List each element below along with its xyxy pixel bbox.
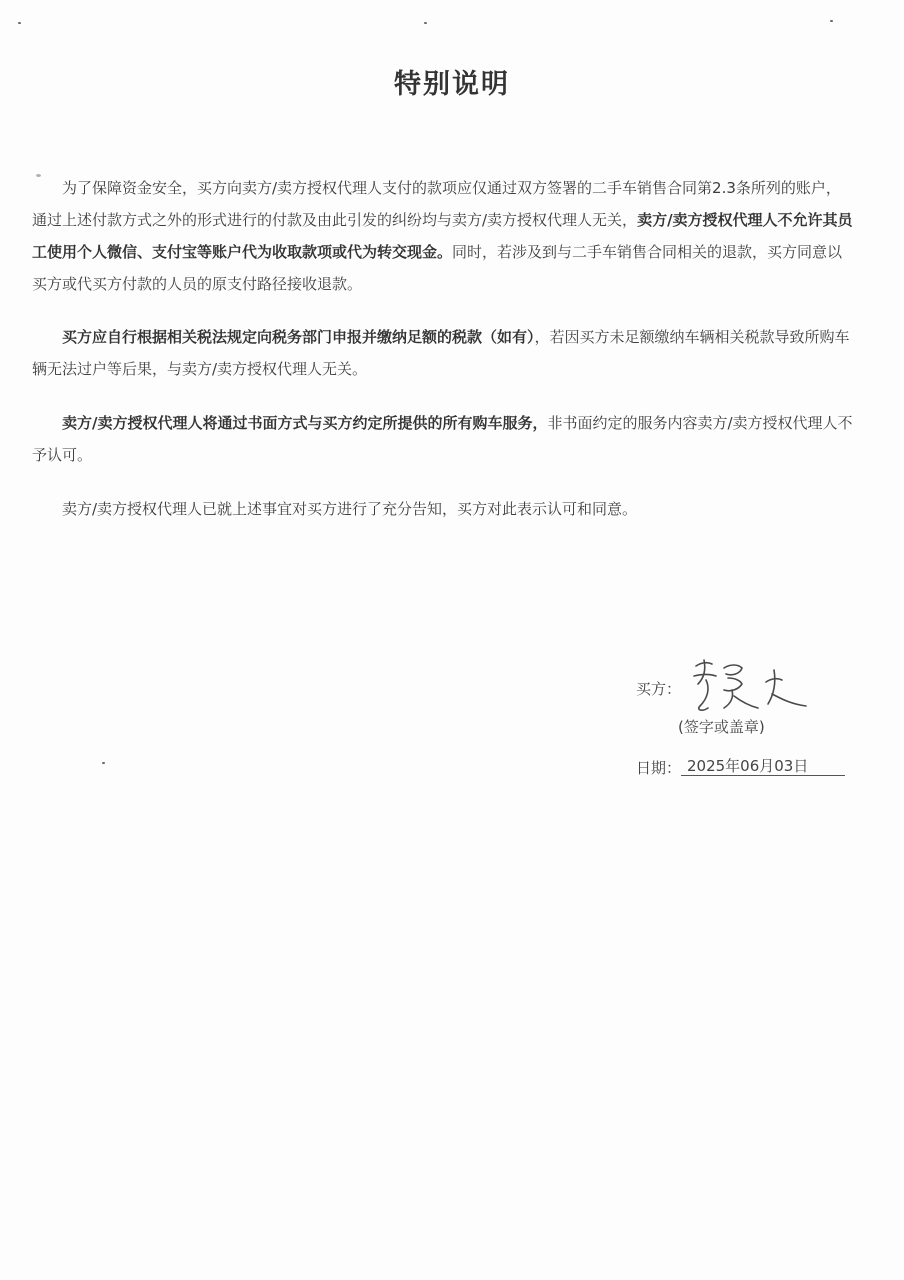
handwritten-signature	[684, 652, 814, 722]
paragraph-bold-text: 买方应自行根据相关税法规定向税务部门申报并缴纳足额的税款（如有）	[62, 328, 535, 346]
paragraph-bold-text: 卖方/卖方授权代理人将通过书面方式与买方约定所提供的所有购车服务，	[62, 414, 548, 432]
scan-speck	[424, 22, 427, 24]
paragraph-text: ，若因买方未足额缴纳车辆相关税款导致所购车辆无法过户等后果，与卖方/卖方授权代理人无关。	[32, 328, 850, 378]
scan-speck	[830, 20, 833, 22]
paragraph-bold-text: 卖方/卖方授权代理人不允许其员工使用个人微信、支付宝等账户代为收取款项或代为转交现金。	[32, 211, 853, 261]
date-label: 日期：	[636, 759, 682, 777]
paragraph-acknowledgement	[32, 493, 854, 525]
paragraph-services	[32, 407, 854, 471]
scan-speck	[18, 22, 21, 24]
paragraph-tax	[32, 321, 854, 385]
buyer-label: 买方：	[636, 680, 682, 698]
paragraph-text: 为了保障资金安全，买方向卖方/卖方授权代理人支付的款项应仅通过双方签署的二手车销售合同第2.3条所列的账户，通过上述付款方式之外的形式进行的付款及由此引发的纠纷均与卖方/卖方授权代理人无关，	[32, 179, 841, 229]
paragraph-text: 同时，若涉及到与二手车销售合同相关的退款，买方同意以买方或代买方付款的人员的原支付路径接收退款。	[32, 243, 843, 293]
scan-speck	[102, 762, 105, 764]
document-title: 特别说明	[394, 69, 510, 100]
signature-hint: (签字或盖章)	[678, 718, 765, 736]
paragraph-payment-safety	[32, 172, 854, 300]
date-value: 2025年06月03日	[681, 757, 845, 776]
paragraph-text: 非书面约定的服务内容卖方/卖方授权代理人不予认可。	[32, 414, 853, 464]
paragraph-text: 卖方/卖方授权代理人已就上述事宜对买方进行了充分告知，买方对此表示认可和同意。	[62, 500, 638, 518]
